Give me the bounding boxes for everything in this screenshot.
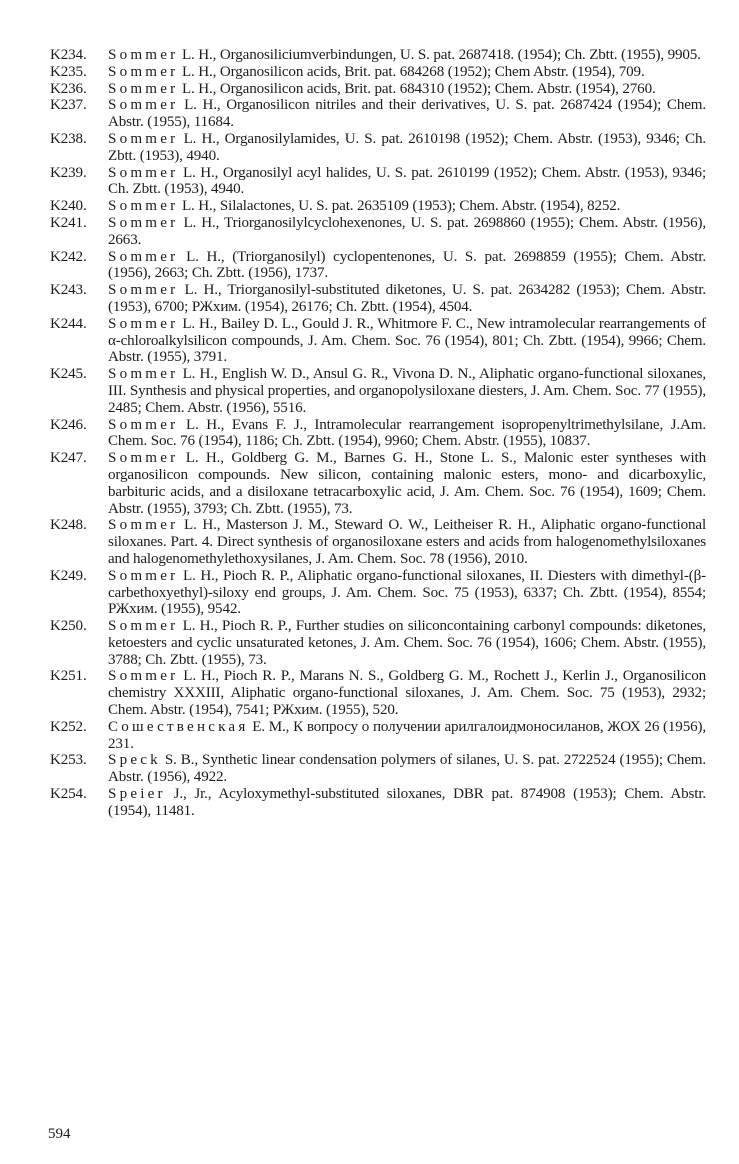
reference-citation: L. H., Goldberg G. M., Barnes G. H., Stone L. S., Malonic ester syntheses with organosilicon compounds. New silicon, containing malonic esters, mono- and dicarboxylic, barbituric acids, and a disiloxane tetracarboxylic acid, J. Am. Chem. Soc. 76 (1954), 1609; Chem. Abstr. (1955), 3793; Ch. Zbtt. (1955), 73.	[108, 450, 706, 517]
reference-number: K253.	[50, 752, 87, 769]
reference-number: K241.	[50, 214, 87, 231]
reference-list	[48, 47, 706, 820]
reference-author: Speier	[108, 786, 166, 803]
reference-text	[108, 64, 706, 81]
reference-citation: L. H., English W. D., Ansul G. R., Vivona D. N., Aliphatic organo-functional siloxanes, III. Synthesis and physical properties, and organopolysiloxane diesters, J. Am. Chem. Soc. 77 (1955), 2485; Chem. Abstr. (1956), 5516.	[108, 366, 706, 416]
reference-author: Sommer	[108, 198, 179, 215]
reference-citation: L. H., Pioch R. P., Marans N. S., Goldberg G. M., Rochett J., Kerlin J., Organosilicon chemistry XXXIII, Aliphatic organo-functional siloxanes, J. Am. Chem. Soc. 75 (1953), 2932; Chem. Abstr. (1954), 7541; РЖхим. (1955), 520.	[108, 668, 706, 719]
reference-entry	[48, 786, 706, 820]
reference-entry	[48, 198, 706, 215]
reference-author: Sommer	[108, 80, 179, 97]
reference-text	[108, 417, 706, 451]
reference-entry	[48, 517, 706, 567]
reference-text	[108, 81, 706, 98]
reference-number: K236.	[50, 80, 87, 97]
reference-number: K247.	[50, 450, 87, 467]
reference-number: K237.	[50, 97, 87, 114]
reference-entry	[48, 64, 706, 81]
reference-citation: L. H., Triorganosilylcyclohexenones, U. S. pat. 2698860 (1955); Chem. Abstr. (1956), 2663.	[108, 214, 706, 248]
reference-citation: L. H., Bailey D. L., Gould J. R., Whitmore F. C., New intramolecular rearrangements of α-chloroalkylsilicon compounds, J. Am. Chem. Soc. 76 (1954), 801; Ch. Zbtt. (1954), 9966; Chem. Abstr. (1955), 3791.	[108, 315, 706, 366]
reference-entry	[48, 568, 706, 618]
reference-text	[108, 249, 706, 283]
reference-author: Sommer	[108, 450, 179, 467]
reference-text	[108, 517, 706, 567]
reference-entry	[48, 249, 706, 283]
reference-entry	[48, 366, 706, 416]
reference-citation: L. H., Pioch R. P., Aliphatic organo-functional siloxanes, II. Diesters with dimethyl-(β-carbethoxyethyl)-siloxy end groups, J. Am. Chem. Soc. 75 (1953), 6337; Ch. Zbtt. (1954), 8554; РЖхим. (1955), 9542.	[108, 567, 706, 618]
reference-citation: L. H., Silalactones, U. S. pat. 2635109 (1953); Chem. Abstr. (1954), 8252.	[178, 198, 621, 215]
reference-citation: L. H., Organosilicon acids, Brit. pat. 684310 (1952); Chem. Abstr. (1954), 2760.	[178, 80, 656, 97]
reference-citation: L. H., Triorganosilyl-substituted diketones, U. S. pat. 2634282 (1953); Chem. Abstr. (1953), 6700; РЖхим. (1954), 26176; Ch. Zbtt. (1954), 4504.	[108, 282, 706, 315]
reference-citation: L. H., Organosilicon nitriles and their derivatives, U. S. pat. 2687424 (1954); Chem. Abstr. (1955), 11684.	[108, 97, 706, 131]
reference-number: K244.	[50, 315, 87, 332]
reference-number: K252.	[50, 718, 87, 735]
reference-citation: S. B., Synthetic linear condensation polymers of silanes, U. S. pat. 2722524 (1955); Chem. Abstr. (1956), 4922.	[108, 752, 706, 786]
reference-number: K238.	[50, 130, 87, 147]
reference-entry	[48, 97, 706, 131]
reference-text	[108, 97, 706, 131]
reference-author: Сошественская	[108, 718, 249, 735]
reference-entry	[48, 316, 706, 366]
reference-text	[108, 366, 706, 416]
reference-text	[108, 719, 706, 753]
reference-number: K242.	[50, 248, 87, 265]
reference-entry	[48, 165, 706, 199]
reference-author: Sommer	[108, 164, 179, 181]
reference-author: Sommer	[108, 97, 179, 114]
reference-author: Sommer	[108, 63, 179, 80]
reference-number: K243.	[50, 282, 87, 299]
reference-author: Sommer	[108, 248, 179, 265]
reference-entry	[48, 450, 706, 517]
reference-citation: L. H., Organosiliciumverbindungen, U. S. pat. 2687418. (1954); Ch. Zbtt. (1955), 9905.	[178, 47, 701, 63]
reference-entry	[48, 131, 706, 165]
reference-number: K246.	[50, 416, 87, 433]
reference-number: K249.	[50, 567, 87, 584]
reference-entry	[48, 719, 706, 753]
reference-author: Sommer	[108, 315, 179, 332]
reference-author: Sommer	[108, 282, 179, 299]
reference-number: K248.	[50, 517, 87, 534]
reference-entry	[48, 282, 706, 316]
reference-author: Sommer	[108, 567, 179, 584]
reference-entry	[48, 47, 706, 64]
reference-number: K245.	[50, 366, 87, 383]
reference-text	[108, 450, 706, 517]
reference-citation: L. H., Masterson J. M., Steward O. W., Leitheiser R. H., Aliphatic organo-functional siloxanes. Part. 4. Direct synthesis of organosiloxane esters and acids from halogenomethylsiloxanes and halogenomethylethoxysilanes, J. Am. Chem. Soc. 78 (1956), 2010.	[108, 517, 706, 567]
reference-text	[108, 316, 706, 366]
reference-citation: L. H., Organosilicon acids, Brit. pat. 684268 (1952); Chem Abstr. (1954), 709.	[178, 63, 645, 80]
page-number: 594	[48, 1126, 71, 1142]
reference-number: K235.	[50, 63, 87, 80]
reference-entry	[48, 668, 706, 718]
reference-author: Sommer	[108, 47, 179, 63]
reference-citation: L. H., (Triorganosilyl) cyclopentenones, U. S. pat. 2698859 (1955); Chem. Abstr. (1956), 2663; Ch. Zbtt. (1956), 1737.	[108, 248, 706, 282]
reference-author: Sommer	[108, 130, 179, 147]
reference-citation: Е. М., К вопросу о получении арилгалоидмоносиланов, ЖОХ 26 (1956), 231.	[108, 718, 706, 752]
reference-text	[108, 618, 706, 668]
reference-author: Sommer	[108, 618, 179, 635]
reference-author: Speck	[108, 752, 161, 769]
reference-number: K251.	[50, 668, 87, 685]
reference-number: K240.	[50, 198, 87, 215]
reference-text	[108, 198, 706, 215]
reference-entry	[48, 618, 706, 668]
reference-author: Sommer	[108, 517, 179, 534]
reference-number: K250.	[50, 618, 87, 635]
reference-text	[108, 282, 706, 316]
reference-author: Sommer	[108, 668, 179, 685]
reference-text	[108, 668, 706, 718]
reference-text	[108, 786, 706, 820]
reference-citation: L. H., Organosilylamides, U. S. pat. 2610198 (1952); Chem. Abstr. (1953), 9346; Ch. Zbtt. (1953), 4940.	[108, 130, 706, 164]
reference-number: K254.	[50, 786, 87, 803]
reference-citation: J., Jr., Acyloxymethyl-substituted siloxanes, DBR pat. 874908 (1953); Chem. Abstr. (1954), 11481.	[108, 786, 706, 819]
reference-text	[108, 47, 706, 64]
reference-number: K234.	[50, 47, 87, 63]
reference-author: Sommer	[108, 366, 179, 383]
reference-entry	[48, 752, 706, 786]
reference-number: K239.	[50, 164, 87, 181]
reference-author: Sommer	[108, 214, 179, 231]
reference-text	[108, 165, 706, 199]
reference-citation: L. H., Evans F. J., Intramolecular rearrangement isopropenyltrimethylsilane, J.Am. Chem. Soc. 76 (1954), 1186; Ch. Zbtt. (1954), 9960; Chem. Abstr. (1955), 10837.	[108, 416, 706, 450]
reference-citation: L. H., Organosilyl acyl halides, U. S. pat. 2610199 (1952); Chem. Abstr. (1953), 9346; Ch. Zbtt. (1953), 4940.	[108, 164, 706, 198]
reference-author: Sommer	[108, 416, 179, 433]
reference-entry	[48, 215, 706, 249]
reference-text	[108, 215, 706, 249]
reference-citation: L. H., Pioch R. P., Further studies on siliconcontaining carbonyl compounds: diketones, ketoesters and cyclic unsaturated ketones, J. Am. Chem. Soc. 76 (1954), 1606; Chem. Abstr. (1955), 3788; Ch. Zbtt. (1955), 73.	[108, 618, 706, 668]
reference-text	[108, 752, 706, 786]
reference-text	[108, 568, 706, 618]
reference-entry	[48, 417, 706, 451]
reference-text	[108, 131, 706, 165]
reference-entry	[48, 81, 706, 98]
